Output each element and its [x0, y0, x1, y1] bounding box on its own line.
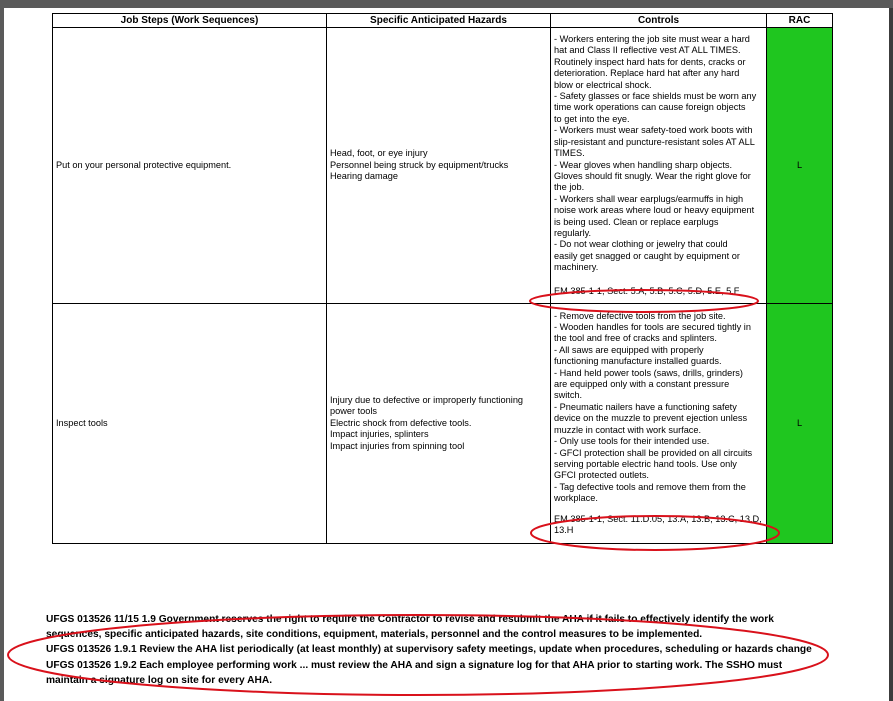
- control-line: GFCI protected outlets.: [554, 470, 649, 481]
- header-hazards: Specific Anticipated Hazards: [327, 14, 551, 28]
- control-line: time work operations can cause foreign objects: [554, 102, 746, 113]
- control-reference: 13.H: [554, 524, 574, 535]
- control-line: muzzle in contact with work surface.: [554, 424, 702, 435]
- hazard-item: Injury due to defective or improperly functioning: [330, 394, 524, 405]
- control-line: functioning manufacture installed guards.: [554, 356, 722, 367]
- note-line: sequences, specific anticipated hazards, site conditions, equipment, materials, personnel and the control measures to be implemented.: [46, 629, 703, 641]
- control-line: - All saws are equipped with properly: [554, 344, 704, 355]
- table-row: [53, 304, 833, 544]
- control-line: the job.: [554, 182, 585, 193]
- control-line: slip-resistant and puncture-resistant soles AT ALL: [554, 136, 755, 147]
- job-step-cell: Put on your personal protective equipment.: [53, 28, 327, 304]
- control-line: - Do not wear clothing or jewelry that could: [554, 239, 728, 250]
- control-line: - Workers must wear safety-toed work boots with: [554, 125, 753, 136]
- control-line: to get into the eye.: [554, 113, 630, 124]
- control-line: workplace.: [554, 493, 598, 504]
- control-line: deterioration. Replace hard hat after any hard: [554, 68, 740, 79]
- controls-cell: [551, 28, 767, 304]
- control-line: - Only use tools for their intended use.: [554, 436, 710, 447]
- note-line: UFGS 013526 11/15 1.9 Government reserves the right to require the Contractor to revise and resubmit the AHA if it fails to effectively identify the work: [46, 614, 774, 625]
- table-header-row: [53, 14, 833, 28]
- control-line: Routinely inspect hard hats for dents, cracks or: [554, 56, 746, 67]
- control-line: blow or electrical shock.: [554, 79, 652, 90]
- control-line: Gloves should fit snugly. Wear the right glove for: [554, 170, 751, 181]
- hazard-item: Hearing damage: [330, 171, 398, 182]
- note-line: maintain a signature log on site for every AHA.: [46, 674, 273, 686]
- control-line: the tool and free of cracks and splinters.: [554, 333, 717, 344]
- control-line: noise work areas where loud or heavy equipment: [554, 205, 755, 216]
- page-shadow: [889, 8, 893, 701]
- hazards-cell: [327, 28, 551, 304]
- hazard-item: Impact injuries from spinning tool: [330, 440, 465, 451]
- header-controls: Controls: [551, 14, 767, 28]
- document-page: [4, 8, 889, 701]
- control-line: - Workers shall wear earplugs/earmuffs in high: [554, 193, 744, 204]
- hazard-item: Electric shock from defective tools.: [330, 417, 472, 428]
- aha-table: [52, 13, 833, 544]
- control-line: - Safety glasses or face shields must be worn any: [554, 91, 757, 102]
- controls-cell: [551, 304, 767, 544]
- header-job-steps: Job Steps (Work Sequences): [53, 14, 327, 28]
- control-line: - Hand held power tools (saws, drills, grinders): [554, 367, 743, 378]
- note-line: UFGS 013526 1.9.2 Each employee performing work ... must review the AHA and sign a signature log for that AHA prior to starting work. The SSHO must: [46, 659, 783, 671]
- table-row: [53, 28, 833, 304]
- control-line: - Tag defective tools and remove them from the: [554, 481, 746, 492]
- hazard-item: power tools: [330, 406, 377, 417]
- hazard-item: Head, foot, or eye injury: [330, 148, 428, 159]
- control-line: switch.: [554, 390, 583, 401]
- control-line: regularly.: [554, 227, 592, 238]
- job-step-cell: Inspect tools: [53, 304, 327, 544]
- control-line: - Workers entering the job site must wear a hard: [554, 34, 750, 45]
- hazard-item: Impact injuries, splinters: [330, 429, 429, 440]
- control-line: are equipped only with a constant pressure: [554, 379, 730, 390]
- control-line: is being used. Clean or replace earplugs: [554, 216, 719, 227]
- control-reference: EM 385-1-1, Sect. 11.D.05, 13.A, 13.B, 13.C, 13.D,: [554, 513, 762, 524]
- control-line: TIMES.: [554, 148, 585, 159]
- hazard-item: Personnel being struck by equipment/trucks: [330, 159, 509, 170]
- header-rac: RAC: [767, 14, 833, 28]
- control-line: - Remove defective tools from the job site.: [554, 310, 726, 321]
- control-line: hat and Class II reflective vest AT ALL TIMES.: [554, 45, 741, 56]
- control-reference: EM 385-1-1, Sect. 5.A, 5.B, 5.C, 5.D, 5.E, 5.F: [554, 285, 740, 296]
- control-line: device on the muzzle to prevent ejection unless: [554, 413, 748, 424]
- rac-cell: L: [767, 28, 833, 304]
- control-line: - Wear gloves when handling sharp objects.: [554, 159, 733, 170]
- ufgs-notes: [46, 612, 876, 688]
- control-line: machinery.: [554, 262, 599, 273]
- control-line: - GFCI protection shall be provided on all circuits: [554, 447, 753, 458]
- control-line: - Wooden handles for tools are secured tightly in: [554, 322, 751, 333]
- control-line: - Pneumatic nailers have a functioning safety: [554, 401, 737, 412]
- rac-cell: L: [767, 304, 833, 544]
- note-line: UFGS 013526 1.9.1 Review the AHA list periodically (at least monthly) at supervisory safety meetings, update when procedures, scheduling or hazards change: [46, 644, 812, 656]
- control-line: serving portable electric hand tools. Use only: [554, 458, 737, 469]
- hazards-cell: [327, 304, 551, 544]
- control-line: easily get snagged or caught by equipment or: [554, 250, 740, 261]
